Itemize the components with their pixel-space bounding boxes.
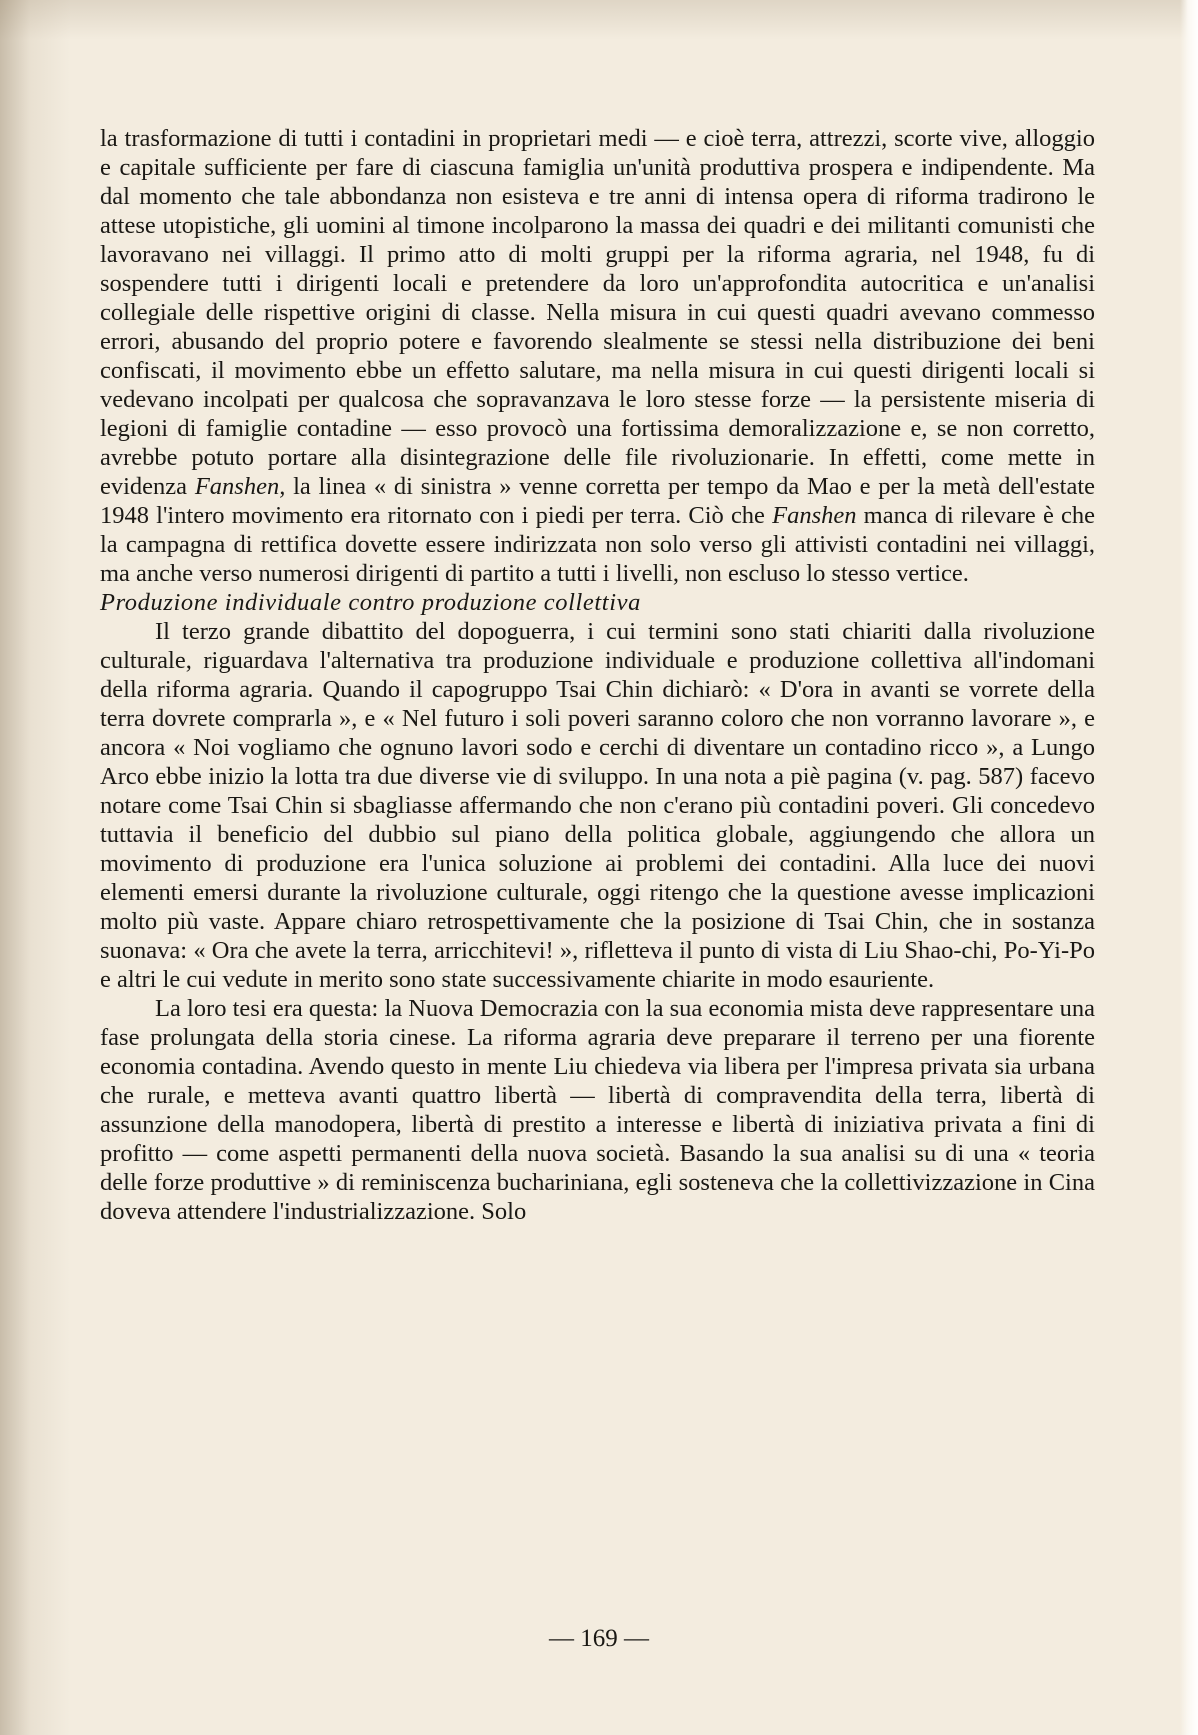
paragraph-1-middle: la linea « di sinistra » venne corretta per tempo da Mao e per la metà dell'estate 1948 l'intero movimento era ritornato con i piedi per terra. Ciò che (100, 473, 1096, 529)
paragraph-1-text: la trasformazione di tutti i contadini in proprietari medi — e cioè terra, attrezzi, scorte vive, alloggio e capitale sufficiente per fare di ciascuna famiglia un'unità produttiva prospera e indipendente. Ma dal momento che tale abbondanza non esisteva e tre anni di intensa opera di riforma tradirono le attese utopistiche, gli uomini al timone incolparono la massa dei quadri e dei militanti comunisti che lavoravano nei villaggi. Il primo atto di molti gruppi per la riforma agraria, nel 1948, fu di sospendere tutti i dirigenti locali e pretendere da loro un'approfondita autocritica e un'analisi collegiale delle rispettive origini di classe. Nella misura in cui questi quadri avevano commesso errori, abusando del proprio potere e favorendo slealmente se stessi nella distribuzione dei beni confiscati, il movimento ebbe un effetto salutare, ma nella misura in cui questi dirigenti locali si vedevano incolpati per qualcosa che sopravanzava le loro stesse forze — la persistente miseria di legioni di famiglie contadine — esso provocò una fortissima demoralizzazione e, se non corretto, avrebbe potuto portare alla disintegrazione delle file rivoluzionarie. In effetti, come mette in evidenza (100, 125, 1095, 500)
paragraph-1-end: manca di rilevare è che la campagna di rettifica dovette essere indirizzata non solo verso gli attivisti contadini nei villaggi, ma anche verso numerosi dirigenti di partito a tutti i livelli, non escluso lo stesso vertice. (100, 502, 1095, 587)
book-title-fanshen: Fanshen (772, 502, 857, 529)
page-edge (1180, 0, 1198, 1735)
body-text (100, 124, 1095, 1226)
page-number: — 169 — (549, 1625, 649, 1652)
paragraph: La loro tesi era questa: la Nuova Democrazia con la sua economia mista deve rappresentare una fase prolungata della storia cinese. La riforma agraria deve preparare il terreno per una fiorente economia contadina. Avendo questo in mente Liu chiedeva via libera per l'impresa privata sia urbana che rurale, e metteva avanti quattro libertà — libertà di compravendita della terra, libertà di assunzione della manodopera, libertà di prestito a interesse e libertà di iniziativa privata a fini di profitto — come aspetti permanenti della nuova società. Basando la sua analisi su di una « teoria delle forze produttive » di reminiscenza buchariniana, egli sosteneva che la collettivizzazione in Cina doveva attendere l'industrializzazione. Solo (100, 995, 1095, 1225)
book-title-fanshen: Fanshen, (194, 473, 286, 500)
section-heading: Produzione individuale contro produzione collettiva (100, 589, 641, 616)
paragraph (100, 124, 1095, 588)
paragraph: Il terzo grande dibattito del dopoguerra, i cui termini sono stati chiariti dalla rivoluzione culturale, riguardava l'alternativa tra produzione individuale e produzione collettiva all'indomani della riforma agraria. Quando il capogruppo Tsai Chin dichiarò: « D'ora in avanti se vorrete della terra dovrete comprarla », e « Nel futuro i soli poveri saranno coloro che non vorranno lavorare », e ancora « Noi vogliamo che ognuno lavori sodo e cerchi di diventare un contadino ricco », a Lungo Arco ebbe inizio la lotta tra due diverse vie di sviluppo. In una nota a piè pagina (v. pag. 587) facevo notare come Tsai Chin si sbagliasse affermando che non c'erano più contadini poveri. Gli concedevo tuttavia il beneficio del dubbio sul piano della politica globale, aggiungendo che allora un movimento di produzione era l'unica soluzione ai problemi dei contadini. Alla luce dei nuovi elementi emersi durante la rivoluzione culturale, oggi ritengo che la questione avesse implicazioni molto più vaste. Appare chiaro retrospettivamente che la posizione di Tsai Chin, che in sostanza suonava: « Ora che avete la terra, arricchitevi! », rifletteva il punto di vista di Liu Shao-chi, Po-Yi-Po e altri le cui vedute in merito sono state successivamente chiarite in modo esauriente. (100, 618, 1095, 993)
